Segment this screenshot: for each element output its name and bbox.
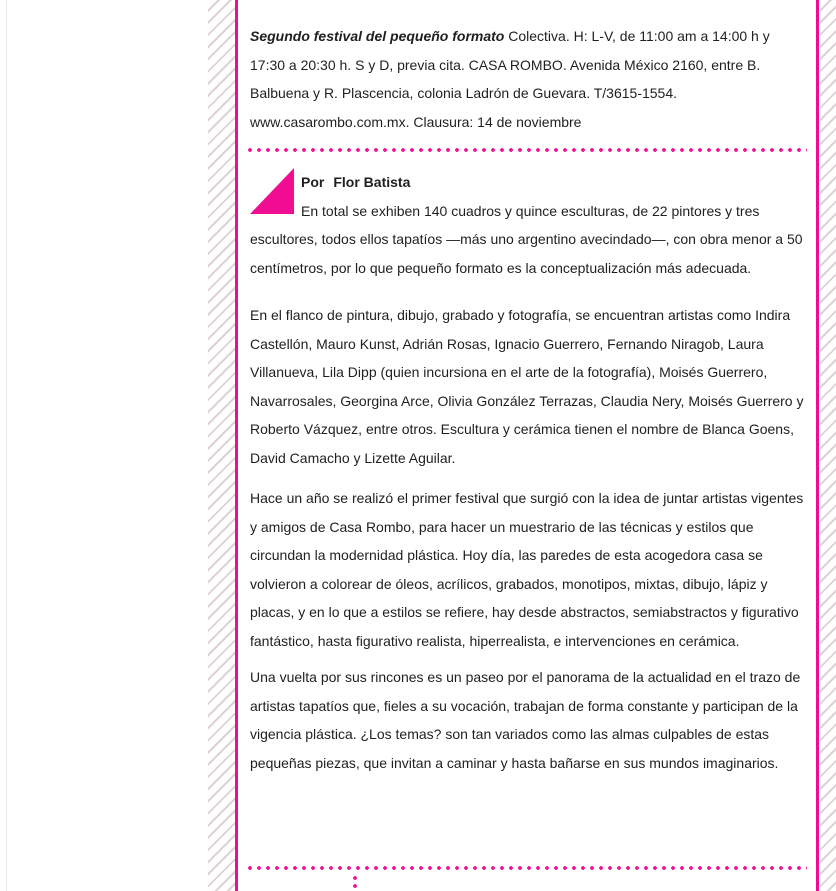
byline-label: Por <box>301 174 325 190</box>
article-body <box>250 168 807 777</box>
right-hatch-margin <box>820 0 836 891</box>
paragraph: Una vuelta por sus rincones es un paseo por el panorama de la actualidad en el trazo de artistas tapatíos que, fieles a su vocación, trabajan de forma constante y participan de la vigencia plástica. ¿Los temas? son tan variados como las almas culpables de estas pequeñas piezas, que invitan a caminar y hasta bañarse en sus mundos imaginarios. <box>250 669 801 771</box>
paragraph: En total se exhiben 140 cuadros y quince esculturas, de 22 pintores y tres escultores, todos ellos tapatíos —más uno argentino avecindado—, con obra menor a 50 centímetros, por lo que pequeño formato es la conceptualización más adecuada. <box>250 202 803 276</box>
dotted-separator-bottom <box>248 866 807 870</box>
byline <box>250 168 807 197</box>
paragraph: Hace un año se realizó el primer festival que surgió con la idea de juntar artistas vigentes y amigos de Casa Rombo, para hacer un muestrario de las técnicas y estilos que circundan la modernidad plástica. Hoy día, las paredes de esta acogedora casa se volvieron a colorear de óleos, acrílicos, grabados, monotipos, mixtas, dibujo, lápiz y placas, y en lo que a estilos se refiere, hay desde abstractos, semiabstractos y figurativo fantástico, hasta figurativo realista, hiperrealista, e intervenciones en cerámica. <box>250 490 804 649</box>
left-hatch-margin <box>208 0 235 891</box>
left-page-rule <box>235 0 238 891</box>
exhibition-details: Colectiva. H: L-V, de 11:00 am a 14:00 h y 17:30 a 20:30 h. S y D, previa cita. CASA ROMBO. Avenida México 2160, entre B. Balbuena y R. Plascencia, colonia Ladrón de Guevara. T/3615-1554. www.casarombo.com.mx. Clausura: 14 de noviembre <box>250 28 770 130</box>
exhibition-listing <box>250 22 807 136</box>
exhibition-title: Segundo festival del pequeño formato <box>250 28 505 44</box>
right-page-rule <box>816 0 819 891</box>
page-edge-line <box>6 0 7 891</box>
dotted-separator-vertical <box>353 876 357 891</box>
article-column <box>250 22 807 777</box>
byline-author: Flor Batista <box>333 174 411 190</box>
paragraph: En el flanco de pintura, dibujo, grabado y fotografía, se encuentran artistas como Indira Castellón, Mauro Kunst, Adrián Rosas, Ignacio Guerrero, Fernando Niragob, Laura Villanueva, Lila Dipp (quien incursiona en el arte de la fotografía), Moisés Guerrero, Navarrosales, Georgina Arce, Olivia González Terrazas, Claudia Nery, Moisés Guerrero y Roberto Vázquez, entre otros. Escultura y cerámica tienen el nombre de Blanca Goens, David Camacho y Lizette Aguilar. <box>250 307 804 466</box>
